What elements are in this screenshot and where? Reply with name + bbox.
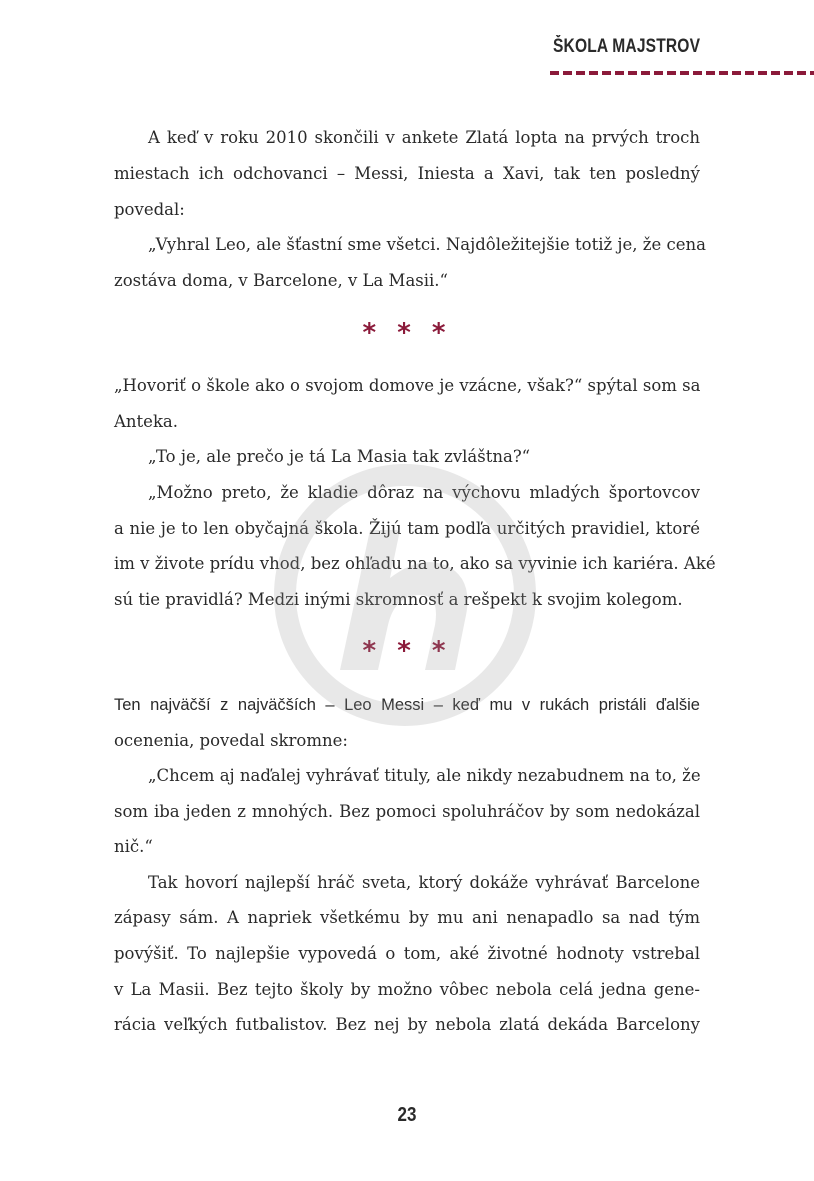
paragraph-line: A keď v roku 2010 skončili v ankete Zlatá lopta na prvých troch — [148, 128, 700, 147]
page-number: 23 — [397, 1104, 417, 1126]
paragraph-line: v La Masii. Bez tejto školy by možno vôbec nebola celá jedna gene- — [114, 980, 700, 999]
paragraph-line: rácia veľkých futbalistov. Bez nej by nebola zlatá dekáda Barcelony — [114, 1015, 700, 1034]
section-separator: * * * — [362, 636, 452, 666]
quote-line: „Chcem aj naďalej vyhrávať tituly, ale nikdy nezabudnem na to, že — [148, 766, 701, 785]
paragraph-line: sú tie pravidlá? Medzi inými skromnosť a rešpekt k svojim kolegom. — [114, 590, 683, 609]
paragraph-line: povedal: — [114, 200, 185, 219]
quote-line: zostáva doma, v Barcelone, v La Masii.“ — [114, 271, 448, 290]
quote-line: nič.“ — [114, 837, 153, 856]
section-separator: * * * — [362, 318, 452, 348]
paragraph-line: a nie je to len obyčajná škola. Žijú tam podľa určitých pravidiel, ktoré — [114, 519, 700, 538]
paragraph-line: povýšiť. To najlepšie vypovedá o tom, aké životné hodnoty vstrebal — [114, 944, 700, 963]
paragraph-line: „Možno preto, že kladie dôraz na výchovu mladých športovcov — [148, 483, 700, 502]
paragraph-line: „Hovoriť o škole ako o svojom domove je vzácne, však?“ spýtal som sa — [114, 376, 701, 395]
header-dashed-rule — [550, 71, 814, 75]
quote-line: „Vyhral Leo, ale šťastní sme všetci. Najdôležitejšie totiž je, že cena — [148, 235, 706, 254]
paragraph-line: „To je, ale prečo je tá La Masia tak zvláštna?“ — [148, 447, 531, 466]
paragraph-line: im v živote prídu vhod, bez ohľadu na to, ako sa vyvinie ich kariéra. Aké — [114, 554, 716, 573]
paragraph-line: Ten najväčší z najväčších – Leo Messi – keď mu v rukách pristáli ďalšie — [114, 696, 700, 714]
paragraph-line: miestach ich odchovanci – Messi, Iniesta a Xavi, tak ten posledný — [114, 164, 700, 183]
quote-line: som iba jeden z mnohých. Bez pomoci spoluhráčov by som nedokázal — [114, 802, 700, 821]
paragraph-line: ocenenia, povedal skromne: — [114, 731, 348, 750]
paragraph-line: Tak hovorí najlepší hráč sveta, ktorý dokáže vyhrávať Barcelone — [148, 873, 700, 892]
paragraph-line: zápasy sám. A napriek všetkému by mu ani nenapadlo sa nad tým — [114, 908, 700, 927]
running-header-title: ŠKOLA MAJSTROV — [553, 36, 701, 57]
paragraph-line: Anteka. — [114, 412, 179, 431]
